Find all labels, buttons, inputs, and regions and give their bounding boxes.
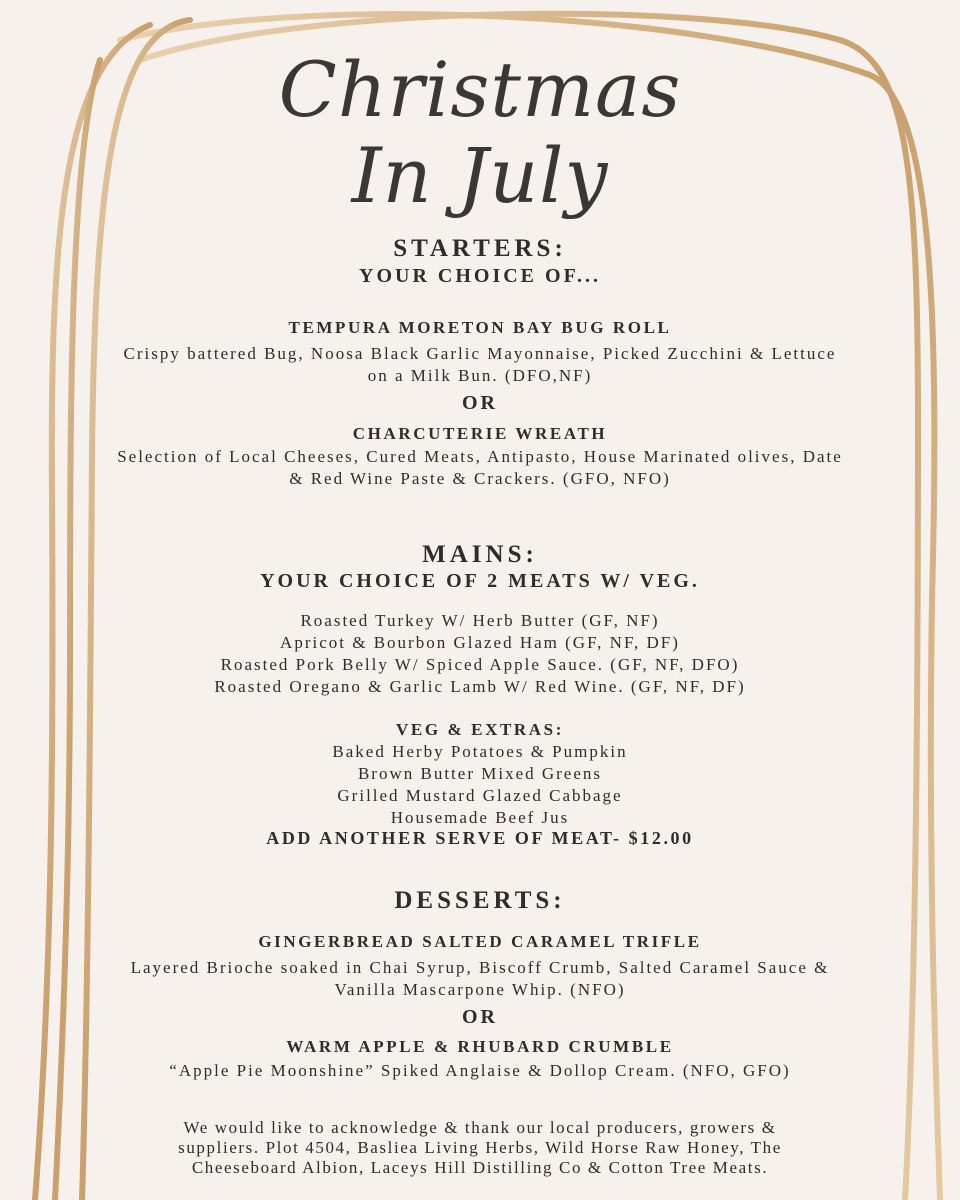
- desserts-or: OR: [462, 1006, 498, 1028]
- dessert-1-name: GINGERBREAD SALTED CARAMEL TRIFLE: [258, 932, 702, 951]
- meat-item: Roasted Turkey W/ Herb Butter (GF, NF): [300, 611, 660, 630]
- veg-item: Housemade Beef Jus: [390, 808, 570, 827]
- mains-heading: MAINS:: [422, 541, 538, 568]
- starters-subheading: YOUR CHOICE OF...: [359, 265, 601, 287]
- veg-heading: VEG & EXTRAS:: [396, 720, 564, 739]
- title-line-2: In July: [351, 131, 609, 220]
- starters-heading: STARTERS:: [393, 235, 567, 262]
- acknowledgement-text: We would like to acknowledge & thank our local producers, growers & suppliers. Plot 4504, Basliea Living Herbs, Wild Horse Raw Honey, The Cheeseboard Albion, Laceys Hill Distilling Co & Cotton Tree Meats.: [178, 1118, 782, 1177]
- meat-item: Roasted Pork Belly W/ Spiced Apple Sauce. (GF, NF, DFO): [220, 655, 740, 674]
- starter-2-name: CHARCUTERIE WREATH: [352, 424, 608, 443]
- starter-1-description: Crispy battered Bug, Noosa Black Garlic Mayonnaise, Picked Zucchini & Lettuce on a Milk Bun. (DFO,NF): [123, 344, 837, 385]
- dessert-2-name: WARM APPLE & RHUBARD CRUMBLE: [286, 1037, 674, 1056]
- meat-item: Apricot & Bourbon Glazed Ham (GF, NF, DF): [280, 633, 680, 652]
- starter-1-name: TEMPURA MORETON BAY BUG ROLL: [288, 318, 672, 337]
- veg-item: Baked Herby Potatoes & Pumpkin: [332, 742, 628, 761]
- mains-subheading: YOUR CHOICE OF 2 MEATS W/ VEG.: [260, 570, 700, 592]
- starter-2-description: Selection of Local Cheeses, Cured Meats, Antipasto, House Marinated olives, Date & Red Wine Paste & Crackers. (GFO, NFO): [117, 447, 843, 488]
- veg-item: Brown Butter Mixed Greens: [357, 764, 603, 783]
- dessert-2-description: “Apple Pie Moonshine” Spiked Anglaise & Dollop Cream. (NFO, GFO): [169, 1061, 791, 1080]
- extra-meat-note: ADD ANOTHER SERVE OF MEAT- $12.00: [266, 828, 694, 848]
- dessert-1-description: Layered Brioche soaked in Chai Syrup, Biscoff Crumb, Salted Caramel Sauce & Vanilla Mascarpone Whip. (NFO): [130, 958, 830, 999]
- veg-item: Grilled Mustard Glazed Cabbage: [337, 786, 623, 805]
- meat-item: Roasted Oregano & Garlic Lamb W/ Red Wine. (GF, NF, DF): [214, 677, 746, 696]
- starters-or: OR: [462, 392, 498, 414]
- title-line-1: Christmas: [278, 45, 682, 134]
- desserts-heading: DESSERTS:: [394, 887, 566, 914]
